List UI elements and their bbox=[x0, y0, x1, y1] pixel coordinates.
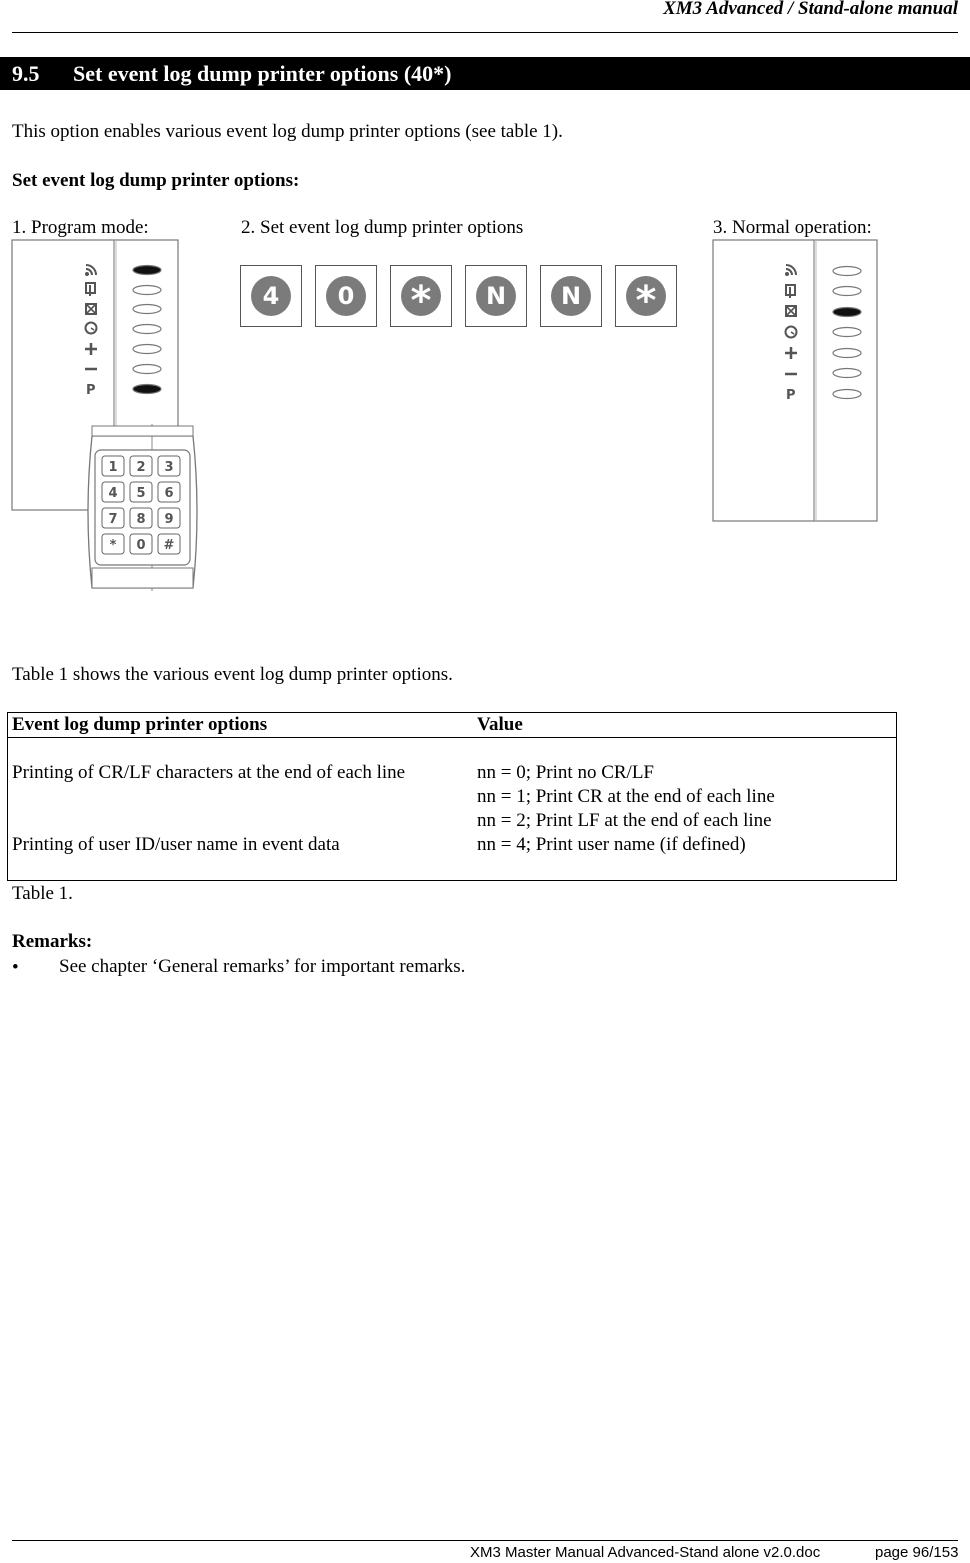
svg-text:P: P bbox=[786, 388, 796, 403]
keypad-key-label: 1 bbox=[108, 460, 118, 475]
section-title: Set event log dump printer options (40*) bbox=[73, 61, 452, 86]
key-star-confirm: * bbox=[615, 265, 677, 327]
led-4 bbox=[833, 328, 861, 337]
header-title: XM3 Advanced / Stand-alone manual bbox=[663, 0, 958, 19]
program-mode-reader-illustration bbox=[10, 238, 200, 598]
keypad-illustration bbox=[88, 424, 197, 591]
table-header-option: Event log dump printer options bbox=[12, 714, 268, 735]
keypad-key-label: * bbox=[109, 538, 117, 553]
led-1-lit bbox=[133, 266, 161, 275]
keypad-key-label: 7 bbox=[108, 512, 118, 527]
options-table bbox=[7, 712, 897, 881]
table-row-1-value-3: nn = 2; Print LF at the end of each line bbox=[477, 810, 772, 831]
step-1-label: 1. Program mode: bbox=[12, 217, 149, 238]
intro-paragraph: This option enables various event log dump printer options (see table 1). bbox=[12, 121, 563, 142]
keypad-key-label: 6 bbox=[164, 486, 174, 501]
led-4 bbox=[133, 325, 161, 334]
led-3-lit bbox=[833, 308, 861, 317]
header-divider bbox=[12, 32, 958, 33]
table-header-divider bbox=[8, 737, 896, 738]
led-1 bbox=[833, 267, 861, 276]
key-4: 4 bbox=[240, 265, 302, 327]
table-row-1-value-2: nn = 1; Print CR at the end of each line bbox=[477, 786, 775, 807]
section-number: 9.5 bbox=[12, 61, 40, 86]
svg-text:P: P bbox=[86, 383, 96, 398]
led-7-lit bbox=[133, 385, 161, 394]
keypad-key-label: 8 bbox=[136, 512, 146, 527]
led-6 bbox=[833, 369, 861, 378]
keypad-key-label: 2 bbox=[136, 460, 146, 475]
subheading: Set event log dump printer options: bbox=[12, 170, 300, 191]
normal-operation-reader-illustration bbox=[711, 238, 881, 526]
step-2-label: 2. Set event log dump printer options bbox=[241, 217, 524, 238]
keypad-key-label: 9 bbox=[164, 512, 174, 527]
table-row-1-option: Printing of CR/LF characters at the end of each line bbox=[12, 762, 406, 783]
led-2 bbox=[833, 287, 861, 296]
led-7 bbox=[833, 390, 861, 399]
remarks-heading: Remarks: bbox=[12, 931, 93, 952]
led-5 bbox=[133, 345, 161, 354]
key-n-second: N bbox=[540, 265, 602, 327]
p-icon bbox=[86, 383, 96, 398]
p-icon bbox=[786, 388, 796, 403]
section-heading bbox=[0, 57, 970, 90]
footer-divider bbox=[12, 1540, 958, 1541]
table-caption: Table 1. bbox=[12, 883, 73, 904]
led-5 bbox=[833, 349, 861, 358]
remark-bullet-icon: • bbox=[12, 957, 19, 978]
keypad-key-label: 4 bbox=[108, 486, 118, 501]
keypad-key-label: 3 bbox=[164, 460, 174, 475]
table-row-2-option: Printing of user ID/user name in event data bbox=[12, 834, 340, 855]
keypad-key-label: # bbox=[163, 538, 175, 553]
remark-item: See chapter ‘General remarks’ for important remarks. bbox=[59, 956, 466, 977]
led-6 bbox=[133, 365, 161, 374]
keypad-key-label: 5 bbox=[136, 486, 146, 501]
footer-page-number: page 96/153 bbox=[875, 1544, 959, 1561]
table-row-1-value-1: nn = 0; Print no CR/LF bbox=[477, 762, 654, 783]
step-3-label: 3. Normal operation: bbox=[713, 217, 872, 238]
key-star: * bbox=[390, 265, 452, 327]
table-header-value: Value bbox=[477, 714, 523, 735]
table-intro: Table 1 shows the various event log dump printer options. bbox=[12, 664, 453, 685]
key-n-first: N bbox=[465, 265, 527, 327]
footer-document-name: XM3 Master Manual Advanced-Stand alone v2.0.doc bbox=[470, 1544, 821, 1561]
table-row-2-value-1: nn = 4; Print user name (if defined) bbox=[477, 834, 746, 855]
led-2 bbox=[133, 286, 161, 295]
key-0: 0 bbox=[315, 265, 377, 327]
keypad-key-label: 0 bbox=[136, 538, 146, 553]
led-3 bbox=[133, 305, 161, 314]
